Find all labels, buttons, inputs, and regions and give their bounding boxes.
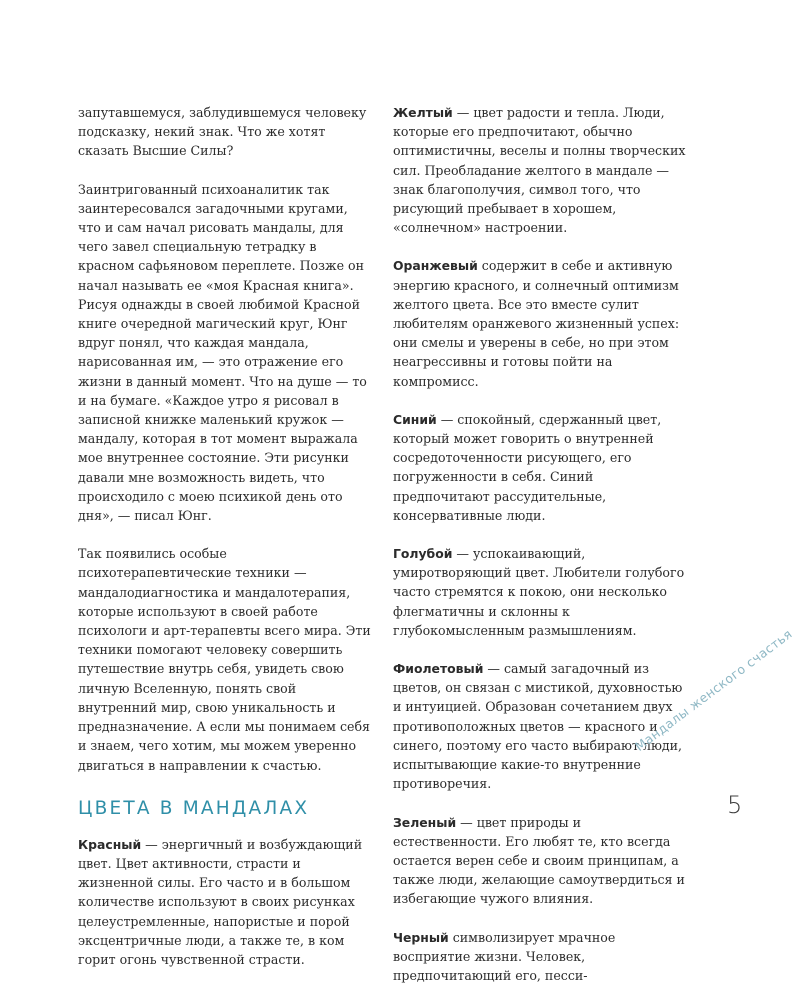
color-term: Фиолетовый: [393, 661, 484, 677]
paragraph-black: [393, 928, 689, 986]
right-column: [393, 103, 689, 1004]
paragraph-text: Так появились особые психотерапевтические техники — мандалодиагностика и мандалотерапия, которые используют в своей работе психологи и арт-терапевты всего мира. Эти техники помогают человеку совершить путешествие внутрь себя, увидеть свою личную Вселенную, понять свой внутренний мир, свою уникальность и предназначение. А если мы понимаем себя и знаем, чего хотим, мы можем уверенно двигаться в направлении к счастью.: [78, 546, 371, 773]
paragraph-text: Заинтригованный психоаналитик так заинтересовался загадочными кругами, что и сам начал рисовать мандалы, для чего завел специальную тетрадку в красном сафьяновом переплете. Позже он начал называть ее «моя Красная книга». Рисуя однажды в своей любимой Красной книге очередной магический круг, Юнг вдруг понял, что каждая мандала, нарисованная им, — это отражение его жизни в данный момент. Что на душе — то и на бумаге. «Каждое утро я рисовал в записной книжке маленький кружок — мандалу, которая в тот момент выражала мое внутреннее состояние. Эти рисунки давали мне возможность видеть, что происходило с моею психикой день ото дня», — писал Юнг.: [78, 181, 367, 524]
running-title: Мандалы женского счастья: [632, 626, 795, 754]
paragraph-text: — успокаивающий, умиротворяющий цвет. Любители голубого часто стремятся к покою, они несколько флегматичны и склонны к глубокомысленным размышлениям.: [393, 546, 685, 638]
paragraph-text: символизирует мрачное восприятие жизни. Человек, предпочитающий его, песси-: [393, 929, 616, 983]
paragraph-green: [393, 813, 689, 909]
paragraph-text: содержит в себе и активную энергию красного, и солнечный оптимизм желтого цвета. Все это вместе сулит любителям оранжевого жизненный успех: они смелы и уверены в себе, но при этом неагрессивны и готовы пойти на компромисс.: [393, 258, 680, 389]
paragraph-orange: [393, 256, 689, 390]
paragraph-text: — энергичный и возбуждающий цвет. Цвет активности, страсти и жизненной силы. Его часто и в большом количестве используют в своих рисунках целеустремленные, напористые и порой эксцентричные люди, а также те, в ком горит огонь чувственной страсти.: [78, 836, 363, 967]
paragraph-red: [78, 835, 374, 969]
page-number: 5: [727, 791, 743, 819]
paragraph: [78, 180, 374, 526]
color-term: Черный: [393, 929, 449, 945]
color-term: Зеленый: [393, 814, 457, 830]
paragraph-text: запутавшемуся, заблудившемуся человеку подсказку, некий знак. Что же хотят сказать Высшие Силы?: [78, 105, 367, 159]
left-column: [78, 103, 374, 988]
section-heading: ЦВЕТА В МАНДАЛАХ: [78, 797, 310, 819]
color-term: Красный: [78, 836, 142, 852]
color-term: Желтый: [393, 105, 453, 120]
paragraph-text: — цвет радости и тепла. Люди, которые его предпочитают, обычно оптимистичны, веселы и полны творческих сил. Преобладание желтого в мандале — знак благополучия, символ того, что рисующий пребывает в хорошем, «солнечном» настроении.: [393, 105, 686, 236]
paragraph: [78, 544, 374, 774]
color-term: Оранжевый: [393, 258, 478, 274]
paragraph-light-blue: [393, 544, 689, 640]
paragraph-text: — самый загадочный из цветов, он связан с мистикой, духовностью и интуицией. Образован сочетанием двух противоположных цветов — красного и синего, поэтому его часто выбирают люди, испытывающие какие-то внутренние противоречия.: [393, 661, 683, 792]
paragraph-violet: [393, 659, 689, 793]
paragraph: [78, 103, 374, 161]
paragraph-text: — цвет природы и естественности. Его любят те, кто всегда остается верен себе и своим принципам, а также люди, желающие самоутвердиться и избегающие чужого влияния.: [393, 814, 685, 907]
paragraph-text: — спокойный, сдержанный цвет, который может говорить о внутренней сосредоточенности рисующего, его погруженности в себя. Синий предпочитают рассудительные, консервативные люди.: [393, 411, 662, 523]
paragraph-blue: [393, 410, 689, 525]
paragraph-yellow: [393, 103, 689, 237]
color-term: Голубой: [393, 546, 453, 562]
color-term: Синий: [393, 411, 437, 427]
